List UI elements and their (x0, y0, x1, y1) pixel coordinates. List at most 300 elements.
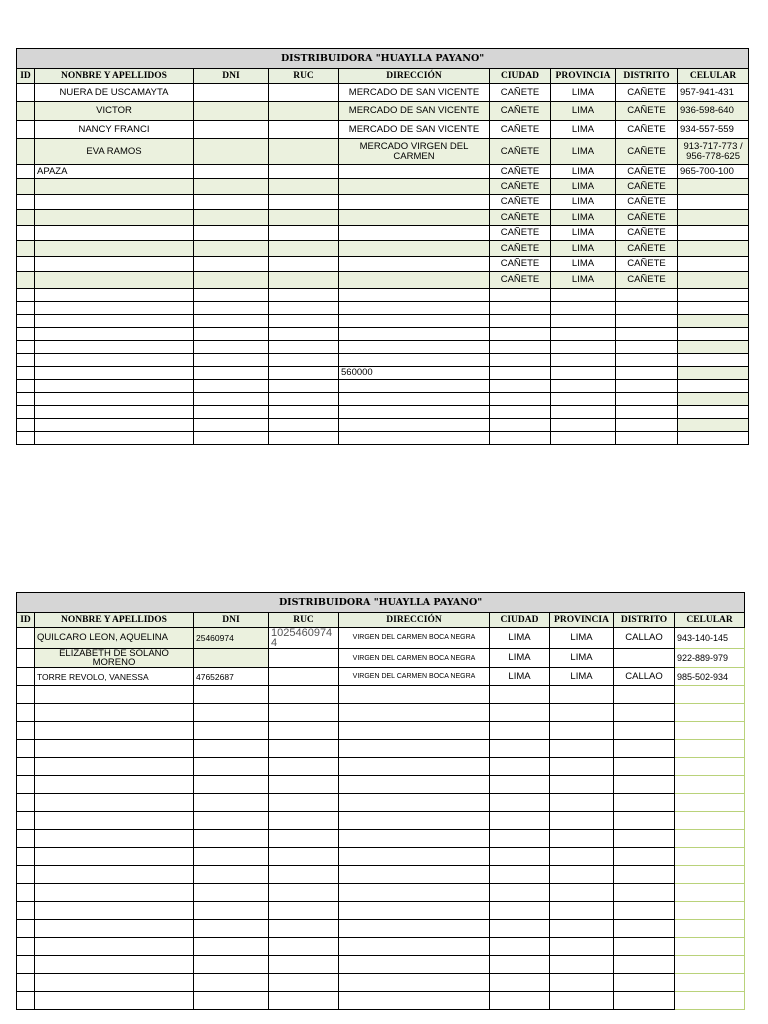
cell-dni[interactable] (194, 210, 269, 226)
cell-provincia[interactable] (550, 866, 614, 884)
cell-id[interactable] (17, 165, 35, 179)
cell-distrito[interactable] (614, 758, 675, 776)
cell-dni[interactable] (194, 902, 269, 920)
cell-ciudad[interactable] (490, 302, 551, 315)
cell-ruc[interactable] (269, 102, 339, 121)
cell-name[interactable] (35, 257, 194, 272)
cell-distrito[interactable]: CAÑETE (616, 139, 678, 165)
cell-ruc[interactable] (269, 974, 339, 992)
cell-ciudad[interactable]: CAÑETE (490, 102, 551, 121)
cell-name[interactable] (35, 354, 194, 367)
cell-id[interactable] (17, 848, 35, 866)
cell-distrito[interactable] (614, 884, 675, 902)
cell-id[interactable] (17, 315, 35, 328)
cell-celular[interactable] (678, 289, 749, 302)
cell-celular[interactable] (678, 272, 749, 289)
cell-provincia[interactable] (550, 704, 614, 722)
cell-ciudad[interactable]: CAÑETE (490, 195, 551, 210)
cell-provincia[interactable]: LIMA (550, 668, 614, 686)
cell-dni[interactable] (194, 328, 269, 341)
cell-provincia[interactable]: LIMA (551, 272, 616, 289)
cell-celular[interactable]: 913-717-773 / 956-778-625 (678, 139, 749, 165)
cell-ciudad[interactable] (490, 341, 551, 354)
cell-id[interactable] (17, 830, 35, 848)
cell-distrito[interactable] (614, 686, 675, 704)
cell-direccion[interactable] (339, 257, 490, 272)
cell-celular[interactable] (678, 226, 749, 241)
cell-ruc[interactable] (269, 920, 339, 938)
cell-name[interactable] (35, 812, 194, 830)
cell-celular[interactable] (678, 380, 749, 393)
cell-provincia[interactable] (550, 956, 614, 974)
cell-celular[interactable] (675, 704, 745, 722)
cell-dni[interactable] (194, 974, 269, 992)
cell-provincia[interactable]: LIMA (551, 102, 616, 121)
cell-provincia[interactable] (550, 920, 614, 938)
cell-distrito[interactable]: CAÑETE (616, 102, 678, 121)
cell-ciudad[interactable] (490, 432, 551, 445)
cell-dni[interactable] (194, 84, 269, 102)
cell-id[interactable] (17, 419, 35, 432)
cell-direccion[interactable] (339, 956, 490, 974)
cell-provincia[interactable] (551, 289, 616, 302)
cell-name[interactable] (35, 226, 194, 241)
cell-provincia[interactable] (551, 419, 616, 432)
cell-distrito[interactable]: CAÑETE (616, 195, 678, 210)
cell-name[interactable] (35, 210, 194, 226)
cell-dni[interactable] (194, 289, 269, 302)
cell-distrito[interactable] (616, 341, 678, 354)
cell-distrito[interactable] (614, 866, 675, 884)
cell-direccion[interactable] (339, 686, 490, 704)
cell-dni[interactable] (194, 794, 269, 812)
cell-ruc[interactable] (269, 776, 339, 794)
cell-ciudad[interactable] (490, 812, 550, 830)
cell-provincia[interactable] (550, 776, 614, 794)
cell-direccion[interactable] (339, 938, 490, 956)
cell-direccion[interactable] (339, 210, 490, 226)
cell-id[interactable] (17, 740, 35, 758)
cell-celular[interactable] (678, 432, 749, 445)
cell-name[interactable]: ELIZABETH DE SOLANO MORENO (35, 649, 194, 668)
cell-name[interactable] (35, 315, 194, 328)
cell-direccion[interactable] (339, 794, 490, 812)
cell-provincia[interactable] (550, 848, 614, 866)
cell-distrito[interactable] (616, 393, 678, 406)
cell-distrito[interactable] (616, 354, 678, 367)
cell-ciudad[interactable] (490, 920, 550, 938)
cell-celular[interactable] (678, 354, 749, 367)
cell-ciudad[interactable]: CAÑETE (490, 165, 551, 179)
cell-ruc[interactable] (269, 393, 339, 406)
cell-celular[interactable] (678, 257, 749, 272)
cell-provincia[interactable]: LIMA (551, 179, 616, 195)
cell-direccion[interactable] (339, 722, 490, 740)
cell-ciudad[interactable] (490, 740, 550, 758)
cell-dni[interactable] (194, 341, 269, 354)
cell-ruc[interactable]: 10254609744 (269, 628, 339, 649)
cell-provincia[interactable] (550, 740, 614, 758)
cell-id[interactable] (17, 393, 35, 406)
cell-id[interactable] (17, 668, 35, 686)
cell-ciudad[interactable]: LIMA (490, 668, 550, 686)
cell-name[interactable] (35, 974, 194, 992)
cell-ciudad[interactable] (490, 722, 550, 740)
cell-name[interactable] (35, 704, 194, 722)
cell-provincia[interactable] (550, 722, 614, 740)
cell-dni[interactable] (194, 367, 269, 380)
cell-ciudad[interactable]: CAÑETE (490, 257, 551, 272)
cell-celular[interactable] (675, 902, 745, 920)
cell-provincia[interactable] (550, 758, 614, 776)
cell-direccion[interactable] (339, 902, 490, 920)
cell-id[interactable] (17, 241, 35, 257)
cell-distrito[interactable] (614, 902, 675, 920)
cell-dni[interactable] (194, 165, 269, 179)
cell-direccion[interactable] (339, 812, 490, 830)
cell-celular[interactable]: 965-700-100 (678, 165, 749, 179)
cell-name[interactable]: VICTOR (35, 102, 194, 121)
cell-provincia[interactable]: LIMA (551, 257, 616, 272)
cell-direccion[interactable] (339, 776, 490, 794)
cell-ciudad[interactable] (490, 848, 550, 866)
cell-name[interactable]: QUILCARO LEON, AQUELINA (35, 628, 194, 649)
cell-id[interactable] (17, 195, 35, 210)
cell-dni[interactable] (194, 302, 269, 315)
cell-name[interactable] (35, 406, 194, 419)
cell-id[interactable] (17, 380, 35, 393)
cell-ciudad[interactable] (490, 884, 550, 902)
cell-ciudad[interactable]: CAÑETE (490, 210, 551, 226)
cell-dni[interactable] (194, 257, 269, 272)
cell-direccion[interactable] (339, 740, 490, 758)
cell-direccion[interactable] (339, 380, 490, 393)
cell-distrito[interactable] (614, 740, 675, 758)
cell-direccion[interactable] (339, 165, 490, 179)
cell-ciudad[interactable] (490, 830, 550, 848)
cell-celular[interactable] (675, 830, 745, 848)
cell-direccion[interactable] (339, 302, 490, 315)
cell-name[interactable] (35, 328, 194, 341)
cell-ciudad[interactable]: LIMA (490, 649, 550, 668)
cell-distrito[interactable]: CAÑETE (616, 257, 678, 272)
cell-dni[interactable] (194, 884, 269, 902)
cell-name[interactable] (35, 884, 194, 902)
cell-name[interactable] (35, 289, 194, 302)
cell-celular[interactable] (675, 722, 745, 740)
cell-direccion[interactable] (339, 341, 490, 354)
cell-id[interactable] (17, 628, 35, 649)
cell-direccion[interactable] (339, 289, 490, 302)
cell-ruc[interactable] (269, 812, 339, 830)
cell-ruc[interactable] (269, 704, 339, 722)
cell-distrito[interactable]: CAÑETE (616, 226, 678, 241)
cell-provincia[interactable]: LIMA (551, 121, 616, 139)
cell-celular[interactable] (678, 179, 749, 195)
cell-ciudad[interactable]: CAÑETE (490, 241, 551, 257)
cell-ciudad[interactable] (490, 776, 550, 794)
cell-distrito[interactable] (614, 794, 675, 812)
cell-dni[interactable]: 25460974 (194, 628, 269, 649)
cell-provincia[interactable]: LIMA (551, 84, 616, 102)
cell-ciudad[interactable] (490, 758, 550, 776)
cell-direccion[interactable] (339, 432, 490, 445)
cell-ruc[interactable] (269, 179, 339, 195)
cell-celular[interactable] (675, 758, 745, 776)
cell-celular[interactable] (675, 848, 745, 866)
cell-ruc[interactable] (269, 956, 339, 974)
cell-id[interactable] (17, 920, 35, 938)
cell-name[interactable]: NUERA DE USCAMAYTA (35, 84, 194, 102)
cell-provincia[interactable] (550, 686, 614, 704)
cell-distrito[interactable] (614, 830, 675, 848)
cell-ruc[interactable] (269, 992, 339, 1010)
cell-id[interactable] (17, 367, 35, 380)
cell-id[interactable] (17, 302, 35, 315)
cell-direccion[interactable] (339, 974, 490, 992)
cell-celular[interactable]: 943-140-145 (675, 628, 745, 649)
cell-name[interactable] (35, 902, 194, 920)
cell-dni[interactable] (194, 419, 269, 432)
cell-distrito[interactable]: CALLAO (614, 668, 675, 686)
cell-ciudad[interactable]: LIMA (490, 628, 550, 649)
cell-dni[interactable] (194, 432, 269, 445)
cell-dni[interactable] (194, 740, 269, 758)
cell-direccion[interactable] (339, 406, 490, 419)
cell-name[interactable] (35, 740, 194, 758)
cell-direccion[interactable] (339, 884, 490, 902)
cell-distrito[interactable] (614, 938, 675, 956)
cell-distrito[interactable]: CAÑETE (616, 241, 678, 257)
cell-celular[interactable] (675, 776, 745, 794)
cell-distrito[interactable] (614, 812, 675, 830)
cell-celular[interactable] (678, 406, 749, 419)
cell-ciudad[interactable] (490, 902, 550, 920)
cell-provincia[interactable]: LIMA (551, 210, 616, 226)
cell-name[interactable] (35, 956, 194, 974)
cell-celular[interactable]: 936-598-640 (678, 102, 749, 121)
cell-id[interactable] (17, 722, 35, 740)
cell-distrito[interactable] (614, 649, 675, 668)
cell-distrito[interactable] (614, 956, 675, 974)
cell-provincia[interactable] (551, 315, 616, 328)
cell-name[interactable] (35, 241, 194, 257)
cell-distrito[interactable]: CAÑETE (616, 210, 678, 226)
cell-ruc[interactable] (269, 226, 339, 241)
cell-name[interactable] (35, 722, 194, 740)
cell-name[interactable] (35, 272, 194, 289)
cell-id[interactable] (17, 139, 35, 165)
cell-ciudad[interactable]: CAÑETE (490, 226, 551, 241)
cell-ruc[interactable] (269, 354, 339, 367)
cell-id[interactable] (17, 257, 35, 272)
cell-name[interactable] (35, 302, 194, 315)
cell-celular[interactable] (675, 992, 745, 1010)
cell-direccion[interactable]: MERCADO DE SAN VICENTE (339, 102, 490, 121)
cell-provincia[interactable] (551, 341, 616, 354)
cell-ruc[interactable] (269, 722, 339, 740)
cell-direccion[interactable] (339, 272, 490, 289)
cell-direccion[interactable] (339, 179, 490, 195)
cell-provincia[interactable] (550, 938, 614, 956)
cell-celular[interactable]: 922-889-979 (675, 649, 745, 668)
cell-ciudad[interactable]: CAÑETE (490, 179, 551, 195)
cell-ruc[interactable] (269, 367, 339, 380)
cell-ruc[interactable] (269, 165, 339, 179)
cell-dni[interactable] (194, 272, 269, 289)
cell-id[interactable] (17, 649, 35, 668)
cell-direccion[interactable] (339, 241, 490, 257)
cell-ruc[interactable] (269, 302, 339, 315)
cell-name[interactable] (35, 938, 194, 956)
cell-celular[interactable] (675, 920, 745, 938)
cell-name[interactable] (35, 848, 194, 866)
cell-name[interactable] (35, 758, 194, 776)
cell-dni[interactable] (194, 315, 269, 328)
cell-celular[interactable] (678, 210, 749, 226)
cell-dni[interactable] (194, 938, 269, 956)
cell-distrito[interactable]: CALLAO (614, 628, 675, 649)
cell-distrito[interactable]: CAÑETE (616, 272, 678, 289)
cell-ruc[interactable] (269, 84, 339, 102)
cell-ciudad[interactable] (490, 992, 550, 1010)
cell-dni[interactable] (194, 776, 269, 794)
cell-celular[interactable] (678, 241, 749, 257)
cell-dni[interactable] (194, 406, 269, 419)
cell-provincia[interactable] (551, 354, 616, 367)
cell-ciudad[interactable]: CAÑETE (490, 139, 551, 165)
cell-provincia[interactable]: LIMA (550, 628, 614, 649)
cell-dni[interactable] (194, 121, 269, 139)
cell-ruc[interactable] (269, 210, 339, 226)
cell-celular[interactable] (675, 686, 745, 704)
cell-direccion[interactable] (339, 704, 490, 722)
cell-id[interactable] (17, 354, 35, 367)
cell-dni[interactable] (194, 241, 269, 257)
cell-ciudad[interactable] (490, 393, 551, 406)
cell-celular[interactable] (675, 866, 745, 884)
cell-name[interactable] (35, 419, 194, 432)
cell-ciudad[interactable] (490, 289, 551, 302)
cell-id[interactable] (17, 406, 35, 419)
cell-celular[interactable] (678, 393, 749, 406)
cell-dni[interactable] (194, 920, 269, 938)
cell-name[interactable]: APAZA (35, 165, 194, 179)
cell-ciudad[interactable] (490, 686, 550, 704)
cell-direccion[interactable] (339, 920, 490, 938)
cell-distrito[interactable] (616, 328, 678, 341)
cell-ruc[interactable] (269, 419, 339, 432)
cell-distrito[interactable]: CAÑETE (616, 84, 678, 102)
cell-distrito[interactable] (614, 704, 675, 722)
cell-ruc[interactable] (269, 328, 339, 341)
cell-ruc[interactable] (269, 866, 339, 884)
cell-celular[interactable]: 957-941-431 (678, 84, 749, 102)
cell-ciudad[interactable] (490, 367, 551, 380)
cell-id[interactable] (17, 938, 35, 956)
cell-distrito[interactable]: CAÑETE (616, 121, 678, 139)
cell-provincia[interactable]: LIMA (550, 649, 614, 668)
cell-provincia[interactable] (551, 406, 616, 419)
cell-provincia[interactable]: LIMA (551, 195, 616, 210)
cell-celular[interactable] (675, 974, 745, 992)
cell-dni[interactable] (194, 704, 269, 722)
cell-dni[interactable] (194, 992, 269, 1010)
cell-dni[interactable] (194, 354, 269, 367)
cell-distrito[interactable] (614, 776, 675, 794)
cell-id[interactable] (17, 794, 35, 812)
cell-id[interactable] (17, 776, 35, 794)
cell-provincia[interactable] (551, 328, 616, 341)
cell-id[interactable] (17, 328, 35, 341)
cell-name[interactable] (35, 920, 194, 938)
cell-id[interactable] (17, 974, 35, 992)
cell-ruc[interactable] (269, 121, 339, 139)
cell-celular[interactable]: 985-502-934 (675, 668, 745, 686)
cell-dni[interactable] (194, 866, 269, 884)
cell-provincia[interactable] (550, 794, 614, 812)
cell-id[interactable] (17, 210, 35, 226)
cell-ruc[interactable] (269, 315, 339, 328)
cell-direccion[interactable]: VIRGEN DEL CARMEN BOCA NEGRA (339, 649, 490, 668)
cell-direccion[interactable]: MERCADO DE SAN VICENTE (339, 121, 490, 139)
cell-provincia[interactable]: LIMA (551, 226, 616, 241)
cell-direccion[interactable] (339, 830, 490, 848)
cell-direccion[interactable] (339, 419, 490, 432)
cell-provincia[interactable] (550, 884, 614, 902)
cell-name[interactable] (35, 830, 194, 848)
cell-provincia[interactable]: LIMA (551, 165, 616, 179)
cell-id[interactable] (17, 102, 35, 121)
cell-ciudad[interactable] (490, 704, 550, 722)
cell-provincia[interactable] (551, 302, 616, 315)
cell-name[interactable] (35, 393, 194, 406)
cell-celular[interactable] (675, 938, 745, 956)
cell-provincia[interactable] (551, 380, 616, 393)
cell-celular[interactable] (675, 794, 745, 812)
cell-id[interactable] (17, 902, 35, 920)
cell-id[interactable] (17, 884, 35, 902)
cell-ruc[interactable] (269, 380, 339, 393)
cell-distrito[interactable] (616, 315, 678, 328)
cell-ciudad[interactable] (490, 866, 550, 884)
cell-distrito[interactable] (616, 432, 678, 445)
cell-dni[interactable] (194, 139, 269, 165)
cell-ruc[interactable] (269, 884, 339, 902)
cell-name[interactable]: EVA RAMOS (35, 139, 194, 165)
cell-celular[interactable] (678, 419, 749, 432)
cell-ciudad[interactable] (490, 328, 551, 341)
cell-distrito[interactable] (616, 289, 678, 302)
cell-name[interactable] (35, 776, 194, 794)
cell-direccion[interactable] (339, 354, 490, 367)
cell-ruc[interactable] (269, 902, 339, 920)
cell-ruc[interactable] (269, 139, 339, 165)
cell-dni[interactable] (194, 686, 269, 704)
cell-ruc[interactable] (269, 848, 339, 866)
cell-direccion[interactable] (339, 992, 490, 1010)
cell-id[interactable] (17, 226, 35, 241)
cell-name[interactable] (35, 992, 194, 1010)
cell-ciudad[interactable]: CAÑETE (490, 272, 551, 289)
cell-celular[interactable] (678, 315, 749, 328)
cell-direccion[interactable]: MERCADO DE SAN VICENTE (339, 84, 490, 102)
cell-ruc[interactable] (269, 668, 339, 686)
cell-celular[interactable] (675, 956, 745, 974)
cell-ciudad[interactable] (490, 380, 551, 393)
cell-distrito[interactable] (614, 992, 675, 1010)
cell-celular[interactable] (675, 812, 745, 830)
